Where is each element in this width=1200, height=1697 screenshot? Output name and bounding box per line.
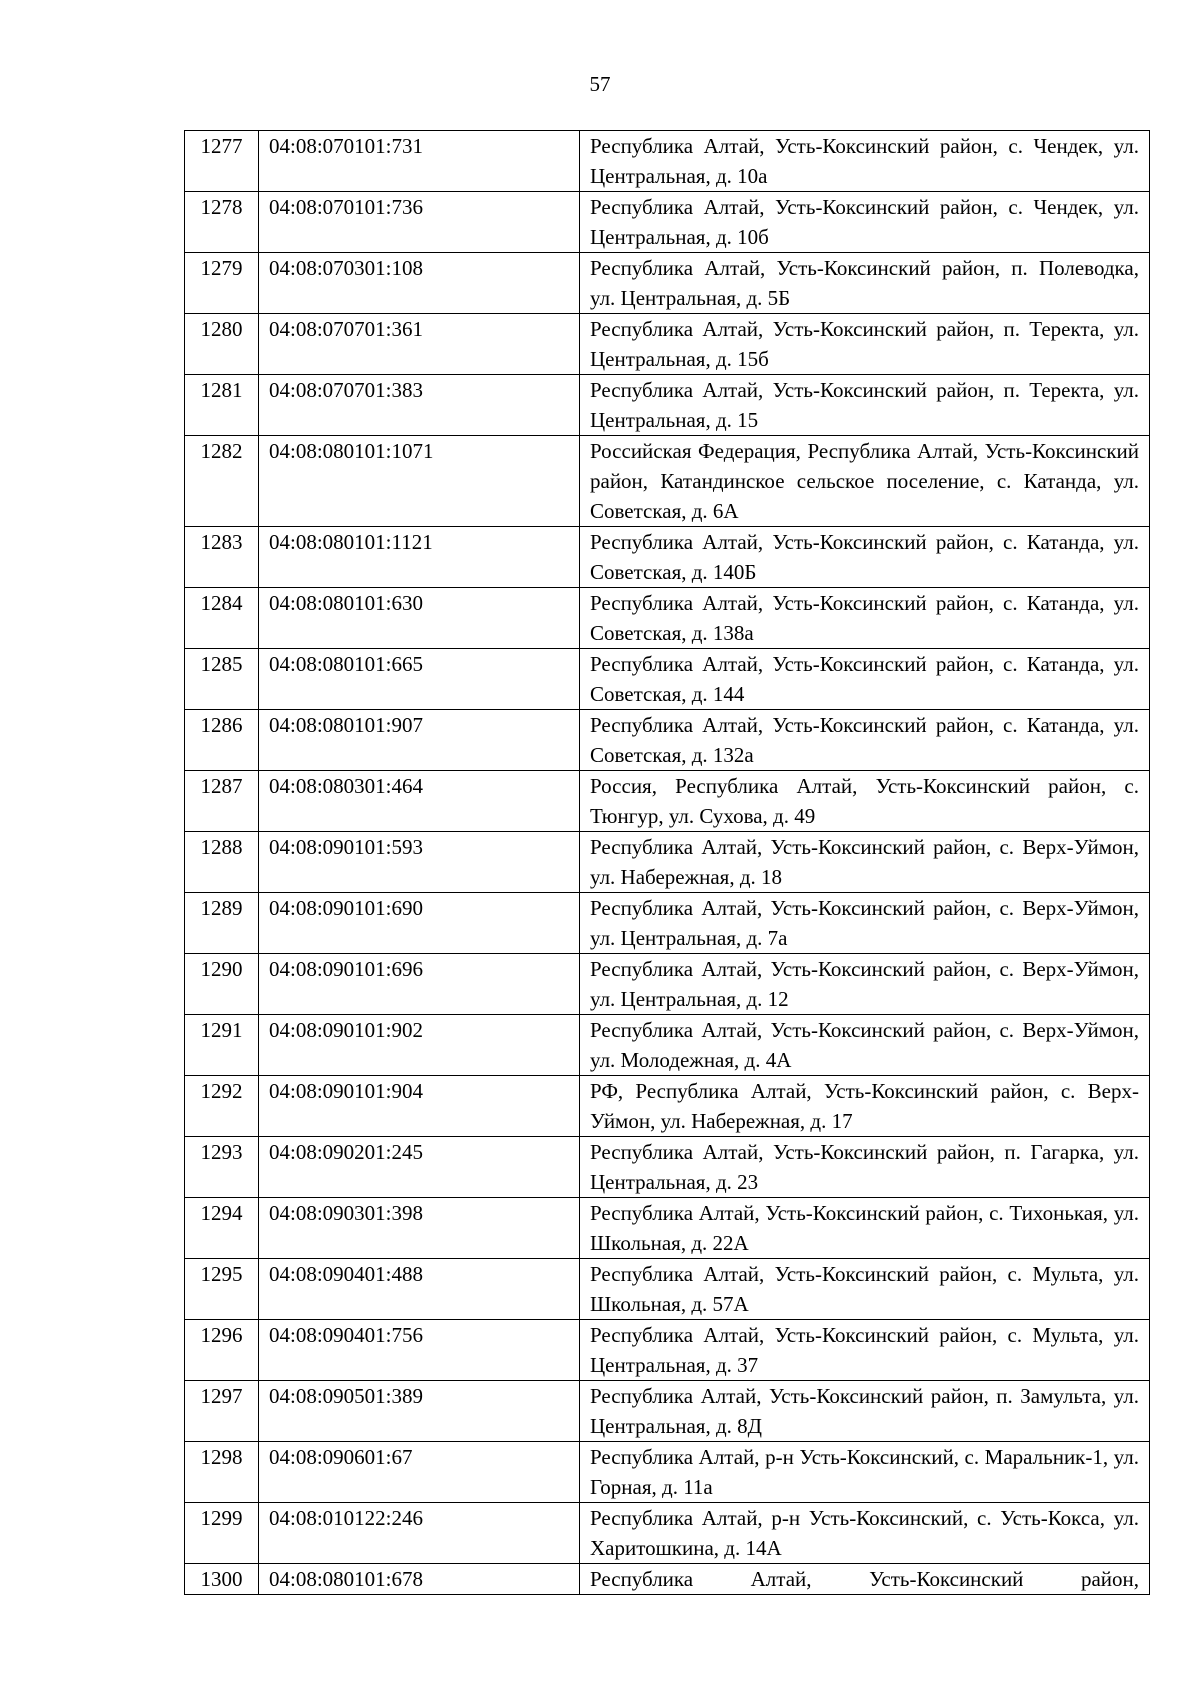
page-number: 57 — [589, 72, 611, 96]
registry-table — [184, 130, 1150, 1595]
row-number-cell: 1281 — [185, 375, 259, 436]
address-cell: Республика Алтай, Усть-Коксинский район, — [580, 1564, 1150, 1595]
address-cell: Республика Алтай, р-н Усть-Коксинский, с. Маральник-1, ул. Горная, д. 11а — [580, 1442, 1150, 1503]
row-number-cell: 1292 — [185, 1076, 259, 1137]
address-cell: Республика Алтай, Усть-Коксинский район, с. Чендек, ул. Центральная, д. 10б — [580, 192, 1150, 253]
row-number-cell: 1293 — [185, 1137, 259, 1198]
cadastral-number-cell: 04:08:080101:907 — [259, 710, 580, 771]
address-cell: Республика Алтай, Усть-Коксинский район, п. Гагарка, ул. Центральная, д. 23 — [580, 1137, 1150, 1198]
address-cell: Республика Алтай, Усть-Коксинский район, с. Чендек, ул. Центральная, д. 10а — [580, 131, 1150, 192]
row-number-cell: 1277 — [185, 131, 259, 192]
cadastral-number-cell: 04:08:070101:736 — [259, 192, 580, 253]
row-number-cell: 1283 — [185, 527, 259, 588]
address-cell: Республика Алтай, Усть-Коксинский район, п. Полеводка, ул. Центральная, д. 5Б — [580, 253, 1150, 314]
cadastral-number-cell: 04:08:070101:731 — [259, 131, 580, 192]
cadastral-number-cell: 04:08:080101:665 — [259, 649, 580, 710]
row-number-cell: 1300 — [185, 1564, 259, 1595]
address-cell: Республика Алтай, Усть-Коксинский район, с. Катанда, ул. Советская, д. 132а — [580, 710, 1150, 771]
cadastral-number-cell: 04:08:090201:245 — [259, 1137, 580, 1198]
address-cell: Республика Алтай, Усть-Коксинский район, с. Катанда, ул. Советская, д. 138а — [580, 588, 1150, 649]
table-row — [185, 954, 1150, 1015]
table-row — [185, 375, 1150, 436]
address-cell: Республика Алтай, Усть-Коксинский район, с. Верх-Уймон, ул. Центральная, д. 12 — [580, 954, 1150, 1015]
table-row — [185, 314, 1150, 375]
cadastral-number-cell: 04:08:090601:67 — [259, 1442, 580, 1503]
cadastral-number-cell: 04:08:080101:1121 — [259, 527, 580, 588]
row-number-cell: 1287 — [185, 771, 259, 832]
table-row — [185, 710, 1150, 771]
table-row — [185, 1564, 1150, 1595]
cadastral-number-cell: 04:08:080101:630 — [259, 588, 580, 649]
address-cell: Россия, Республика Алтай, Усть-Коксинский район, с. Тюнгур, ул. Сухова, д. 49 — [580, 771, 1150, 832]
row-number-cell: 1282 — [185, 436, 259, 527]
address-cell: Республика Алтай, Усть-Коксинский район, п. Теректа, ул. Центральная, д. 15 — [580, 375, 1150, 436]
cadastral-number-cell: 04:08:090101:904 — [259, 1076, 580, 1137]
address-cell: Республика Алтай, р-н Усть-Коксинский, с. Усть-Кокса, ул. Харитошкина, д. 14А — [580, 1503, 1150, 1564]
address-cell: Российская Федерация, Республика Алтай, Усть-Коксинский район, Катандинское сельское поселение, с. Катанда, ул. Советская, д. 6А — [580, 436, 1150, 527]
cadastral-number-cell: 04:08:090101:593 — [259, 832, 580, 893]
table-row — [185, 771, 1150, 832]
cadastral-number-cell: 04:08:070301:108 — [259, 253, 580, 314]
row-number-cell: 1284 — [185, 588, 259, 649]
table-row — [185, 436, 1150, 527]
row-number-cell: 1290 — [185, 954, 259, 1015]
row-number-cell: 1297 — [185, 1381, 259, 1442]
table-row — [185, 1381, 1150, 1442]
cadastral-number-cell: 04:08:090101:690 — [259, 893, 580, 954]
row-number-cell: 1296 — [185, 1320, 259, 1381]
table-row — [185, 192, 1150, 253]
address-cell: Республика Алтай, Усть-Коксинский район, с. Мульта, ул. Школьная, д. 57А — [580, 1259, 1150, 1320]
cadastral-number-cell: 04:08:090501:389 — [259, 1381, 580, 1442]
row-number-cell: 1280 — [185, 314, 259, 375]
cadastral-number-cell: 04:08:080101:1071 — [259, 436, 580, 527]
row-number-cell: 1298 — [185, 1442, 259, 1503]
cadastral-number-cell: 04:08:090301:398 — [259, 1198, 580, 1259]
cadastral-number-cell: 04:08:070701:361 — [259, 314, 580, 375]
table-row — [185, 1137, 1150, 1198]
table-row — [185, 1198, 1150, 1259]
registry-table-body — [185, 131, 1150, 1595]
address-cell: Республика Алтай, Усть-Коксинский район, с. Мульта, ул. Центральная, д. 37 — [580, 1320, 1150, 1381]
table-row — [185, 131, 1150, 192]
address-cell: Республика Алтай, Усть-Коксинский район, с. Катанда, ул. Советская, д. 140Б — [580, 527, 1150, 588]
row-number-cell: 1286 — [185, 710, 259, 771]
row-number-cell: 1299 — [185, 1503, 259, 1564]
cadastral-number-cell: 04:08:090401:756 — [259, 1320, 580, 1381]
row-number-cell: 1285 — [185, 649, 259, 710]
address-cell: РФ, Республика Алтай, Усть-Коксинский район, с. Верх-Уймон, ул. Набережная, д. 17 — [580, 1076, 1150, 1137]
table-row — [185, 1442, 1150, 1503]
cadastral-number-cell: 04:08:070701:383 — [259, 375, 580, 436]
row-number-cell: 1279 — [185, 253, 259, 314]
address-cell: Республика Алтай, Усть-Коксинский район, с. Тихонькая, ул. Школьная, д. 22А — [580, 1198, 1150, 1259]
cadastral-number-cell: 04:08:080101:678 — [259, 1564, 580, 1595]
cadastral-number-cell: 04:08:090101:696 — [259, 954, 580, 1015]
cadastral-number-cell: 04:08:080301:464 — [259, 771, 580, 832]
row-number-cell: 1289 — [185, 893, 259, 954]
table-row — [185, 1503, 1150, 1564]
table-row — [185, 1015, 1150, 1076]
row-number-cell: 1294 — [185, 1198, 259, 1259]
row-number-cell: 1295 — [185, 1259, 259, 1320]
cadastral-number-cell: 04:08:090401:488 — [259, 1259, 580, 1320]
address-cell: Республика Алтай, Усть-Коксинский район, с. Катанда, ул. Советская, д. 144 — [580, 649, 1150, 710]
table-row — [185, 649, 1150, 710]
address-cell: Республика Алтай, Усть-Коксинский район, с. Верх-Уймон, ул. Набережная, д. 18 — [580, 832, 1150, 893]
table-row — [185, 832, 1150, 893]
row-number-cell: 1291 — [185, 1015, 259, 1076]
table-row — [185, 527, 1150, 588]
address-cell: Республика Алтай, Усть-Коксинский район, п. Теректа, ул. Центральная, д. 15б — [580, 314, 1150, 375]
table-row — [185, 1259, 1150, 1320]
row-number-cell: 1288 — [185, 832, 259, 893]
address-cell: Республика Алтай, Усть-Коксинский район, п. Замульта, ул. Центральная, д. 8Д — [580, 1381, 1150, 1442]
table-row — [185, 1076, 1150, 1137]
address-cell: Республика Алтай, Усть-Коксинский район, с. Верх-Уймон, ул. Молодежная, д. 4А — [580, 1015, 1150, 1076]
table-row — [185, 253, 1150, 314]
cadastral-number-cell: 04:08:010122:246 — [259, 1503, 580, 1564]
address-cell: Республика Алтай, Усть-Коксинский район, с. Верх-Уймон, ул. Центральная, д. 7а — [580, 893, 1150, 954]
table-row — [185, 893, 1150, 954]
table-row — [185, 1320, 1150, 1381]
cadastral-number-cell: 04:08:090101:902 — [259, 1015, 580, 1076]
row-number-cell: 1278 — [185, 192, 259, 253]
table-row — [185, 588, 1150, 649]
